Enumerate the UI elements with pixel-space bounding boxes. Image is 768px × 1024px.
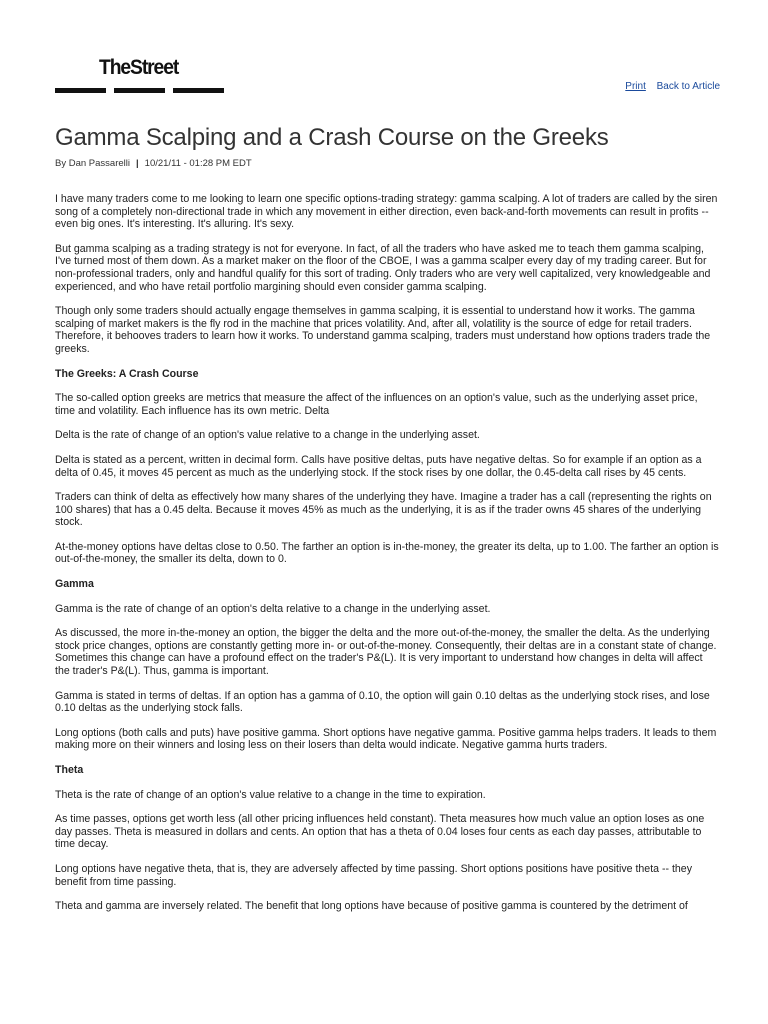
logo-bar <box>114 88 165 93</box>
paragraph: Though only some traders should actually engage themselves in gamma scalping, it is essential to understand how it works. The gamma scalping of market makers is the fly rod in the machine that prices volatility. And, after all, volatility is the source of edge for retail traders. Therefore, it behooves traders to learn how it works. To understand gamma scalping, traders must understand how options traders trade the greeks. <box>55 305 711 355</box>
paragraph: Delta is the rate of change of an option's value relative to a change in the underlying asset. <box>55 429 480 442</box>
logo-bar <box>55 88 106 93</box>
paragraph: Traders can think of delta as effectively how many shares of the underlying they have. Imagine a trader has a call (representing the rights on 100 shares) that has a 0.45 delta. Because it moves 45% as much as the underlying, it is as if the trader owns 45 shares of the underlying stock. <box>55 491 712 529</box>
paragraph: Theta and gamma are inversely related. The benefit that long options have because of positive gamma is countered by the detriment of <box>55 900 688 913</box>
paragraph: At-the-money options have deltas close to 0.50. The farther an option is in-the-money, the greater its delta, up to 1.00. The farther an option is out-of-the-money, the smaller its delta, down to 0. <box>55 540 719 566</box>
paragraph: But gamma scalping as a trading strategy is not for everyone. In fact, of all the traders who have asked me to teach them gamma scalping, I've turned most of them down. As a market maker on the floor of the CBOE, I was a gamma scalper every day of my trading career. But for non-professional traders, only and handful qualify for this sort of trading. Only traders who are very well capitalized, very knowledgeable and experienced, and who have retail portfolio margining should even consider gamma scalping. <box>55 242 711 293</box>
article-title: Gamma Scalping and a Crash Course on the Greeks <box>55 124 609 151</box>
publish-datetime: 10/21/11 - 01:28 PM EDT <box>144 158 252 169</box>
paragraph: Gamma is the rate of change of an option's delta relative to a change in the underlying asset. <box>55 602 491 615</box>
logo-bar <box>173 88 224 93</box>
byline <box>55 158 252 169</box>
paragraph: As time passes, options get worth less (all other pricing influences held constant). Theta measures how much value an option loses as one day passes. Theta is measured in dollars and cents. An option that has a theta of 0.04 loses four cents as each day passes, attributable to time decay. <box>55 813 705 851</box>
paragraph: I have many traders come to me looking to learn one specific options-trading strategy: gamma scalping. A lot of traders are called by the siren song of a completely non-directional trade in which any movement in either direction, even back-and-forth movements can result in profits -- even big ones. It's interesting. It's alluring. It's sexy. <box>55 193 718 231</box>
logo-wordmark: TheStreet <box>99 56 179 79</box>
site-logo[interactable] <box>55 56 205 96</box>
paragraph: Delta is stated as a percent, written in decimal form. Calls have positive deltas, puts have negative deltas. So for example if an option as a delta of 0.45, it moves 45 percent as much as the underlying stock. If the stock rises by one dollar, the 0.45-delta call rises by 45 cents. <box>55 453 702 479</box>
section-heading: The Greeks: A Crash Course <box>55 367 199 380</box>
paragraph: Gamma is stated in terms of deltas. If an option has a gamma of 0.10, the option will gain 0.10 deltas as the underlying stock rises, and lose 0.10 deltas as the underlying stock falls. <box>55 689 710 715</box>
article-body <box>55 193 720 925</box>
paragraph: Long options have negative theta, that is, they are adversely affected by time passing. Short options positions have positive theta -- they benefit from time passing. <box>55 862 692 888</box>
article-toolbar <box>617 81 720 92</box>
byline-separator: | <box>135 158 139 169</box>
paragraph: As discussed, the more in-the-money an option, the bigger the delta and the more out-of-the-money, the smaller the delta. As the underlying stock price changes, options are constantly getting more in- or out-of-the-money. Consequently, their deltas are in a constant state of change. Sometimes this change can have a profound effect on the trader's P&(L). It is very important to understand how changes in delta will affect the trader's P&(L). Thus, gamma is important. <box>55 627 717 678</box>
print-link[interactable]: Print <box>625 81 646 92</box>
section-heading: Theta <box>55 764 84 776</box>
paragraph: Long options (both calls and puts) have positive gamma. Short options have negative gamma. Positive gamma helps traders. It leads to them making more on their winners and losing less on their losers than delta would indicate. Negative gamma hurts traders. <box>55 726 717 752</box>
author: By Dan Passarelli <box>55 158 130 169</box>
paragraph: Theta is the rate of change of an option's value relative to a change in the time to expiration. <box>55 788 486 801</box>
back-to-article-link[interactable]: Back to Article <box>656 81 720 92</box>
paragraph: The so-called option greeks are metrics that measure the affect of the influences on an option's value, such as the underlying asset price, time and volatility. Each influence has its own metric. Delta <box>55 392 698 417</box>
section-heading: Gamma <box>55 578 94 591</box>
